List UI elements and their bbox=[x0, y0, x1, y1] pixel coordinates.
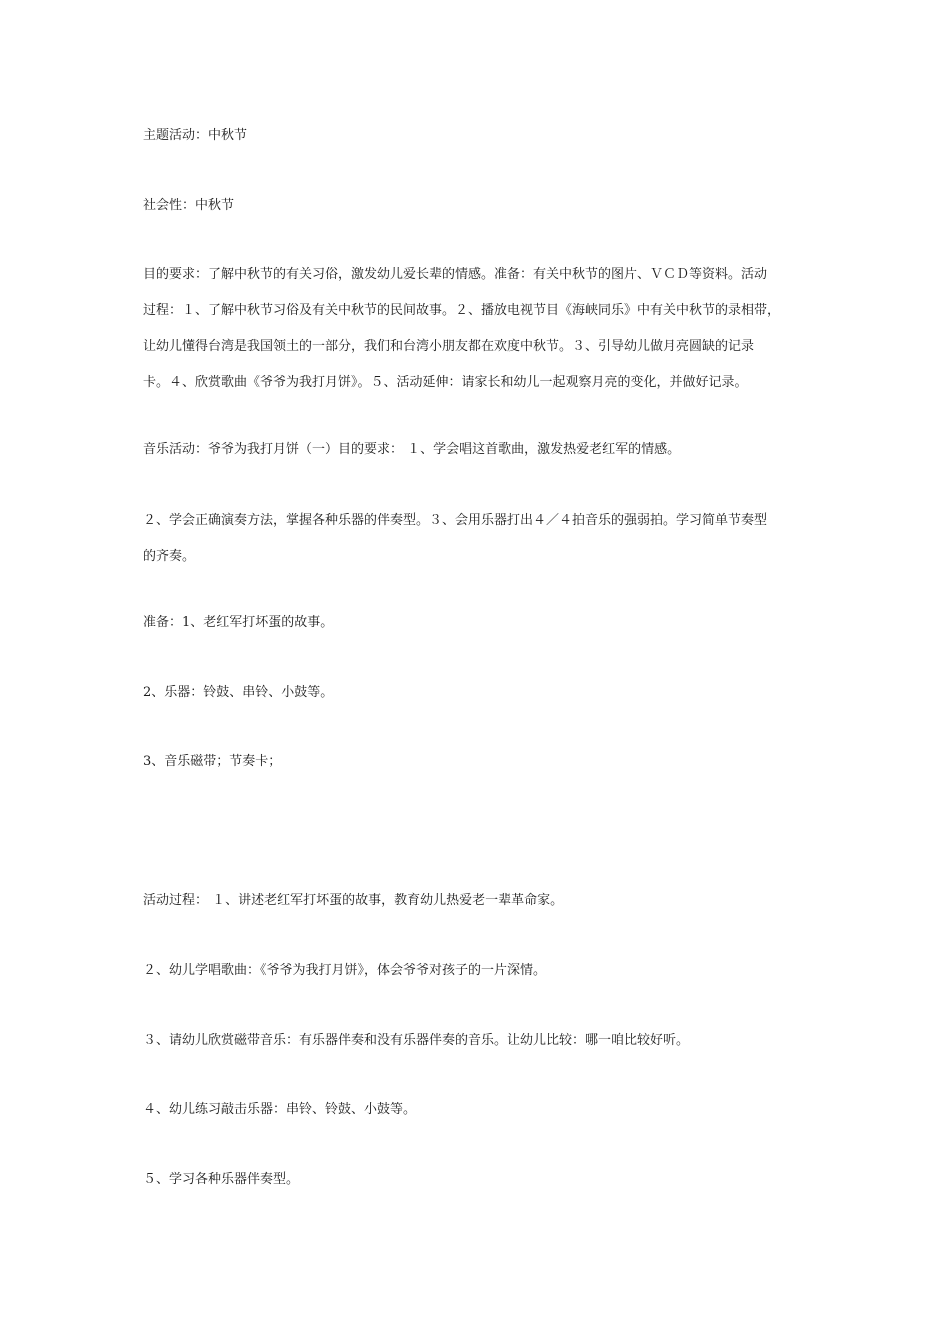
social-title: 社会性：中秋节 bbox=[143, 198, 235, 213]
music-goal-line: 的齐奏。 bbox=[143, 549, 196, 564]
goal-line: 卡。４、欣赏歌曲《爷爷为我打月饼》。５、活动延伸：请家长和幼儿一起观察月亮的变化，并做好记录。 bbox=[143, 375, 748, 390]
goal-paragraph bbox=[143, 257, 813, 401]
prep-item-3: 3、音乐磁带；节奏卡； bbox=[143, 754, 282, 769]
goal-line: 目的要求：了解中秋节的有关习俗，激发幼儿爱长辈的情感。准备：有关中秋节的图片、ＶＣＤ等资料。活动 bbox=[143, 267, 768, 282]
process-item-1: 活动过程： １、讲述老红军打坏蛋的故事，教育幼儿热爱老一辈革命家。 bbox=[143, 893, 564, 908]
music-goal-paragraph bbox=[143, 503, 813, 575]
prep-item-2: 2、乐器：铃鼓、串铃、小鼓等。 bbox=[143, 685, 334, 700]
process-item-3: ３、请幼儿欣赏磁带音乐：有乐器伴奏和没有乐器伴奏的音乐。让幼儿比较：哪一咱比较好听。 bbox=[143, 1033, 690, 1048]
goal-line: 让幼儿懂得台湾是我国领土的一部分，我们和台湾小朋友都在欢度中秋节。３、引导幼儿做月亮圆缺的记录 bbox=[143, 339, 755, 354]
theme-title: 主题活动：中秋节 bbox=[143, 128, 248, 143]
process-item-5: ５、学习各种乐器伴奏型。 bbox=[143, 1172, 300, 1187]
process-item-2: ２、幼儿学唱歌曲：《爷爷为我打月饼》，体会爷爷对孩子的一片深情。 bbox=[143, 963, 547, 978]
goal-line: 过程：１、了解中秋节习俗及有关中秋节的民间故事。２、播放电视节目《海峡同乐》中有关中秋节的录相带， bbox=[143, 303, 781, 318]
music-goal-line: ２、学会正确演奏方法，掌握各种乐器的伴奏型。３、会用乐器打出４／４拍音乐的强弱拍。学习简单节奏型 bbox=[143, 513, 768, 528]
process-item-4: ４、幼儿练习敲击乐器：串铃、铃鼓、小鼓等。 bbox=[143, 1102, 417, 1117]
music-goal: 音乐活动：爷爷为我打月饼（一）目的要求： １、学会唱这首歌曲，激发热爱老红军的情感。 bbox=[143, 442, 681, 457]
prep-item-1: 准备：1、老红军打坏蛋的故事。 bbox=[143, 615, 334, 630]
